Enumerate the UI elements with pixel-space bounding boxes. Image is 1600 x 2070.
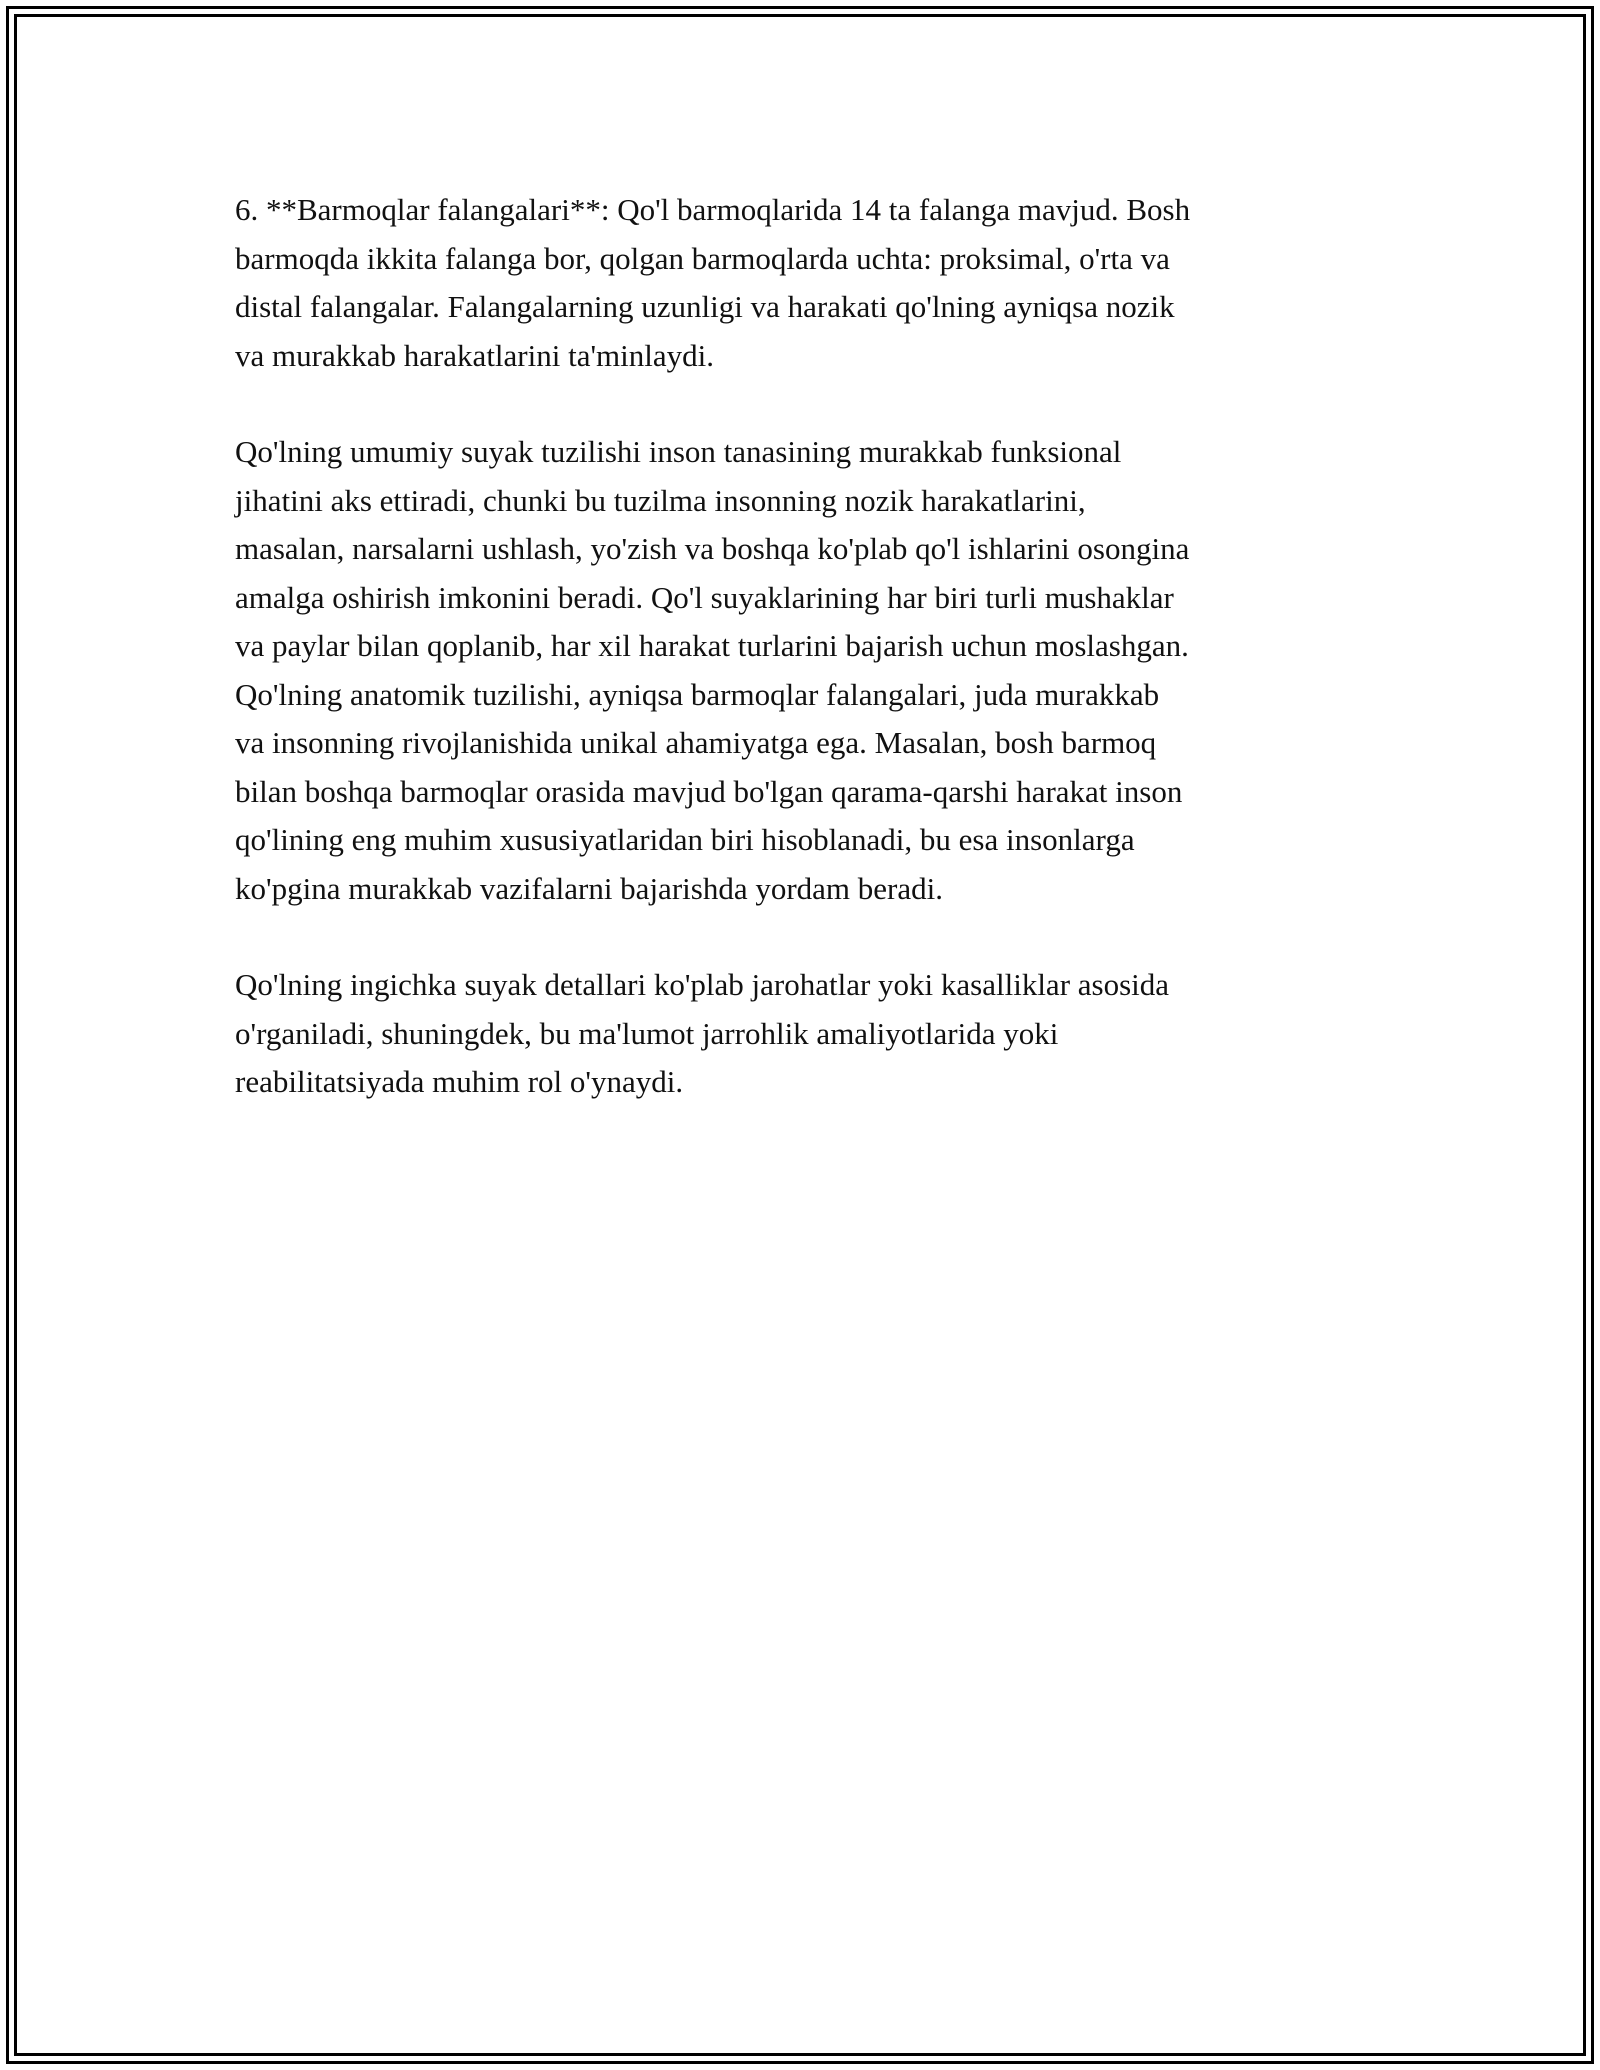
text-line: Qo'lning ingichka suyak detallari ko'plab jarohatlar yoki kasalliklar asosida bbox=[235, 967, 1170, 1002]
text-line: o'rganiladi, shuningdek, bu ma'lumot jarrohlik amaliyotlarida yoki bbox=[235, 1015, 1059, 1051]
text-line: qo'lining eng muhim xususiyatlaridan biri hisoblanadi, bu esa insonlarga bbox=[235, 822, 1135, 857]
text-line: va murakkab harakatlarini ta'minlaydi. bbox=[235, 337, 715, 373]
text-line: masalan, narsalarni ushlash, yo'zish va boshqa ko'plab qo'l ishlarini osongina bbox=[235, 531, 1190, 566]
text-line: reabilitatsiyada muhim rol o'ynaydi. bbox=[235, 1064, 684, 1099]
paragraph-finger-phalanges bbox=[235, 186, 1375, 380]
text-line: barmoqda ikkita falanga bor, qolgan barmoqlarda uchta: proksimal, o'rta va bbox=[235, 240, 1170, 276]
paragraph-bone-details bbox=[235, 961, 1375, 1107]
text-line: amalga oshirish imkonini beradi. Qo'l suyaklarining har biri turli mushaklar bbox=[235, 579, 1174, 615]
text-line: Qo'lning umumiy suyak tuzilishi inson tanasining murakkab funksional bbox=[235, 434, 1122, 469]
page-content bbox=[235, 186, 1375, 1155]
text-line: Qo'lning anatomik tuzilishi, ayniqsa barmoqlar falangalari, juda murakkab bbox=[235, 676, 1160, 712]
text-line: ko'pgina murakkab vazifalarni bajarishda yordam beradi. bbox=[235, 870, 943, 906]
text-line: jihatini aks ettiradi, chunki bu tuzilma insonning nozik harakatlarini, bbox=[235, 482, 1086, 518]
text-line: distal falangalar. Falangalarning uzunligi va harakati qo'lning ayniqsa nozik bbox=[235, 289, 1175, 324]
text-line: va paylar bilan qoplanib, har xil harakat turlarini bajarish uchun moslashgan. bbox=[235, 628, 1189, 663]
paragraph-hand-structure bbox=[235, 428, 1375, 913]
text-line: va insonning rivojlanishida unikal ahamiyatga ega. Masalan, bosh barmoq bbox=[235, 725, 1157, 760]
text-line: 6. **Barmoqlar falangalari**: Qo'l barmoqlarida 14 ta falanga mavjud. Bosh bbox=[235, 192, 1191, 227]
text-line: bilan boshqa barmoqlar orasida mavjud bo'lgan qarama-qarshi harakat inson bbox=[235, 773, 1183, 809]
